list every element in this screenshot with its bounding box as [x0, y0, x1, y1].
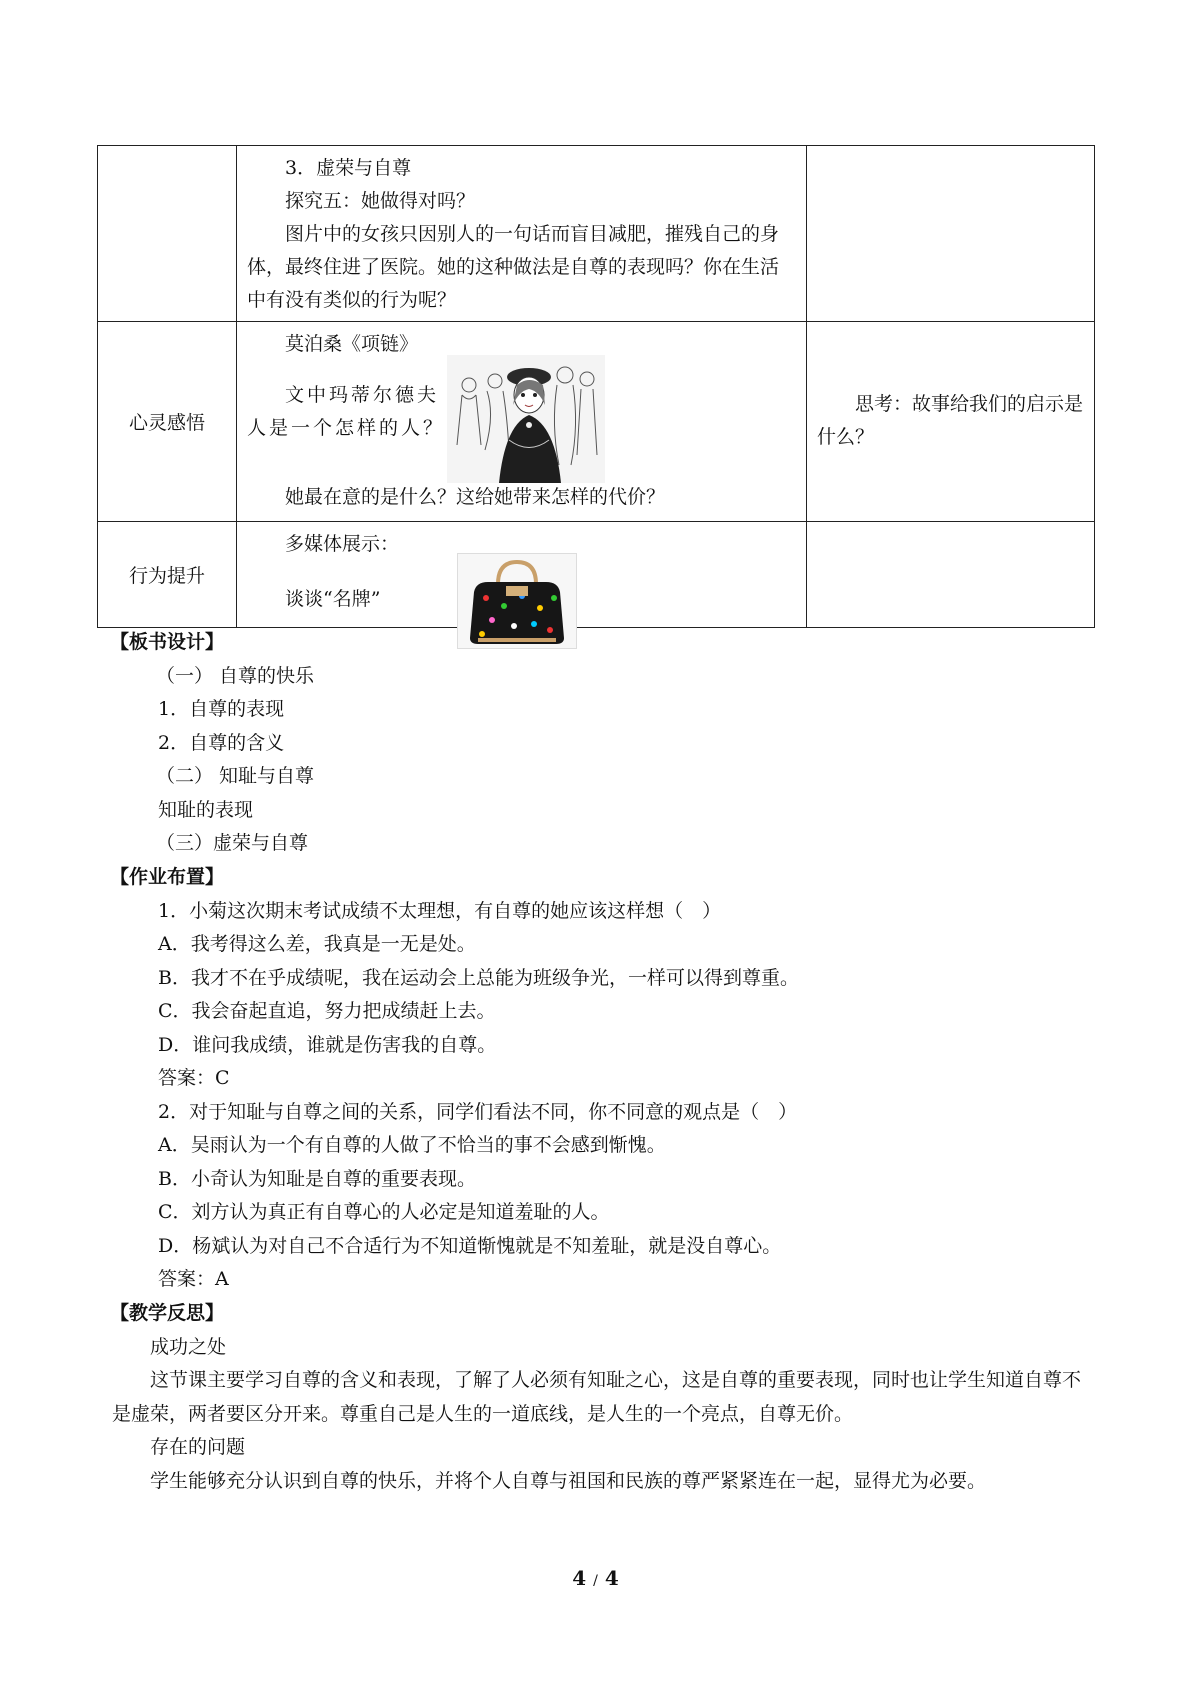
row-label: [98, 146, 237, 322]
table-row: [98, 322, 1095, 522]
content-cell: [237, 146, 807, 322]
answer: 答案：A: [158, 1268, 229, 1290]
question-option: D．谁问我成绩，谁就是伤害我的自尊。: [158, 1033, 497, 1056]
problem-text: 学生能够充分认识到自尊的快乐，并将个人自尊与祖国和民族的尊严紧紧连在一起，显得尤为必要。: [150, 1469, 987, 1492]
page-number: 4 / 4: [572, 1566, 619, 1590]
note-cell: [807, 146, 1095, 322]
question-option: B．我才不在乎成绩呢，我在运动会上总能为班级争光，一样可以得到尊重。: [158, 966, 799, 989]
teaching-reflection: [112, 1297, 1092, 1498]
board-item: （二） 知耻与自尊: [156, 765, 315, 787]
subheading: 3．虚荣与自尊: [285, 157, 412, 179]
story-title: 莫泊桑《项链》: [285, 333, 419, 355]
board-design: [112, 626, 1092, 861]
content-cell: [237, 522, 807, 628]
question-2: 她最在意的是什么？这给她带来怎样的代价？: [285, 486, 666, 508]
content-cell: [237, 322, 807, 522]
board-item: （三）虚荣与自尊: [156, 832, 309, 854]
question-stem: 1．小菊这次期末考试成绩不太理想，有自尊的她应该这样想（ ）: [158, 899, 722, 922]
inquiry-text: 图片中的女孩只因别人的一句话而盲目减肥，摧残自己的身体，最终住进了医院。她的这种做法是自尊的表现吗？你在生活中有没有类似的行为呢？: [247, 223, 780, 311]
success-title: 成功之处: [150, 1335, 227, 1358]
board-item: （一） 自尊的快乐: [156, 664, 315, 687]
table-row: [98, 146, 1095, 322]
question-option: B．小奇认为知耻是自尊的重要表现。: [158, 1167, 476, 1190]
media-line: 多媒体展示：: [285, 533, 400, 555]
success-text: 这节课主要学习自尊的含义和表现，了解了人必须有知耻之心，这是自尊的重要表现，同时也让学生知道自尊不是虚荣，两者要区分开来。尊重自己是人生的一道底线，是人生的一个亮点，自尊无价。: [112, 1369, 1082, 1425]
question-option: C．我会奋起直追，努力把成绩赶上去。: [158, 1000, 496, 1022]
homework: [112, 861, 1092, 1297]
board-item: 1．自尊的表现: [158, 698, 285, 720]
section-heading: 【作业布置】: [110, 866, 225, 888]
note-cell: [807, 322, 1095, 522]
problem-title: 存在的问题: [150, 1436, 246, 1458]
question-1: 文中玛蒂尔德夫人是一个怎样的人？: [247, 384, 446, 439]
question-option: C．刘方认为真正有自尊心的人必定是知道羞耻的人。: [158, 1201, 610, 1223]
think-note: 思考：故事给我们的启示是什么？: [817, 393, 1084, 448]
question-option: D．杨斌认为对自己不合适行为不知道惭愧就是不知羞耻，就是没自尊心。: [158, 1234, 782, 1257]
lesson-table: [97, 145, 1095, 628]
note-cell: [807, 522, 1095, 628]
row-label: 心灵感悟: [98, 322, 237, 522]
section-heading: 【板书设计】: [110, 631, 225, 653]
question-option: A．吴雨认为一个有自尊的人做了不恰当的事不会感到惭愧。: [158, 1134, 666, 1156]
section-heading: 【教学反思】: [110, 1302, 225, 1324]
board-item: 2．自尊的含义: [158, 731, 285, 754]
brand-topic: 谈谈“名牌”: [285, 588, 381, 610]
necklace-story-illustration-icon: [447, 355, 605, 483]
inquiry-title: 探究五：她做得对吗？: [285, 190, 476, 212]
board-item: 知耻的表现: [158, 798, 254, 821]
question-option: A．我考得这么差，我真是一无是处。: [158, 933, 476, 955]
question-stem: 2．对于知耻与自尊之间的关系，同学们看法不同，你不同意的观点是（ ）: [158, 1100, 798, 1123]
table-row: [98, 522, 1095, 628]
row-label: 行为提升: [98, 522, 237, 628]
answer: 答案：C: [158, 1067, 230, 1089]
